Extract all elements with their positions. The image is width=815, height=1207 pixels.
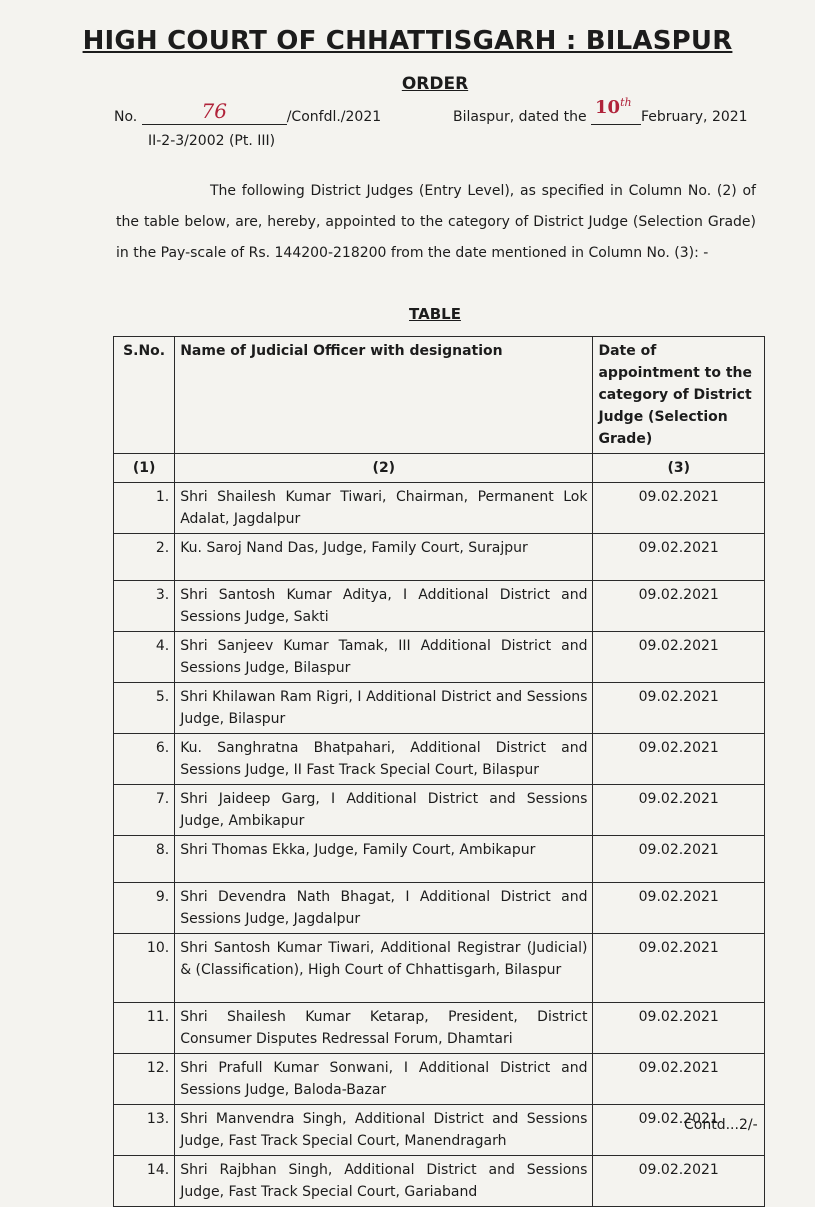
table-row xyxy=(114,632,765,683)
order-ref-suffix: /Confdl./2021 xyxy=(286,109,382,125)
row-sno: 7. xyxy=(114,785,175,836)
file-number: II-2-3/2002 (Pt. III) xyxy=(148,133,276,149)
row-sno: 6. xyxy=(114,734,175,785)
row-officer-name: Shri Devendra Nath Bhagat, I Additional District and Sessions Judge, Jagdalpur xyxy=(175,883,593,934)
table-row xyxy=(114,836,765,883)
row-officer-name: Shri Santosh Kumar Aditya, I Additional District and Sessions Judge, Sakti xyxy=(175,581,593,632)
row-appointment-date: 09.02.2021 xyxy=(593,734,765,785)
handwritten-order-number: 76 xyxy=(201,99,227,123)
dated-prefix: Bilaspur, dated the xyxy=(453,109,587,125)
row-appointment-date: 09.02.2021 xyxy=(593,534,765,581)
table-row xyxy=(114,734,765,785)
dated-suffix: February, 2021 xyxy=(641,109,748,125)
row-appointment-date: 09.02.2021 xyxy=(593,483,765,534)
row-appointment-date: 09.02.2021 xyxy=(593,785,765,836)
row-officer-name: Shri Rajbhan Singh, Additional District and Sessions Judge, Fast Track Special Court, Gariaband xyxy=(175,1156,593,1207)
order-reference xyxy=(114,99,382,125)
row-appointment-date: 09.02.2021 xyxy=(593,836,765,883)
row-officer-name: Shri Prafull Kumar Sonwani, I Additional District and Sessions Judge, Baloda-Bazar xyxy=(175,1054,593,1105)
table-row xyxy=(114,581,765,632)
table-row xyxy=(114,1003,765,1054)
row-officer-name: Shri Khilawan Ram Rigri, I Additional District and Sessions Judge, Bilaspur xyxy=(175,683,593,734)
row-appointment-date: 09.02.2021 xyxy=(593,581,765,632)
row-sno: 13. xyxy=(114,1105,175,1156)
row-sno: 8. xyxy=(114,836,175,883)
row-officer-name: Shri Shailesh Kumar Tiwari, Chairman, Permanent Lok Adalat, Jagdalpur xyxy=(175,483,593,534)
handwritten-day-suffix: th xyxy=(620,96,632,109)
row-officer-name: Shri Manvendra Singh, Additional District and Sessions Judge, Fast Track Special Court, Manendragarh xyxy=(175,1105,593,1156)
appointments-table xyxy=(113,336,765,1207)
row-officer-name: Shri Thomas Ekka, Judge, Family Court, Ambikapur xyxy=(175,836,593,883)
row-appointment-date: 09.02.2021 xyxy=(593,1105,765,1156)
table-row xyxy=(114,1105,765,1156)
row-appointment-date: 09.02.2021 xyxy=(593,632,765,683)
row-sno: 5. xyxy=(114,683,175,734)
handwritten-day-number: 10 xyxy=(595,97,621,118)
row-appointment-date: 09.02.2021 xyxy=(593,1003,765,1054)
column-number-3: (3) xyxy=(593,454,765,483)
row-appointment-date: 09.02.2021 xyxy=(593,1054,765,1105)
handwritten-day xyxy=(595,96,632,118)
no-prefix: No. xyxy=(114,109,138,125)
row-sno: 3. xyxy=(114,581,175,632)
continued-note: Contd...2/- xyxy=(684,1117,758,1133)
row-sno: 11. xyxy=(114,1003,175,1054)
row-sno: 14. xyxy=(114,1156,175,1207)
row-officer-name: Ku. Sanghratna Bhatpahari, Additional District and Sessions Judge, II Fast Track Special Court, Bilaspur xyxy=(175,734,593,785)
table-row xyxy=(114,934,765,1003)
row-officer-name: Shri Shailesh Kumar Ketarap, President, District Consumer Disputes Redressal Forum, Dhamtari xyxy=(175,1003,593,1054)
table-heading: TABLE xyxy=(409,305,461,323)
header-date: Date of appointment to the category of District Judge (Selection Grade) xyxy=(593,337,765,454)
table-row xyxy=(114,883,765,934)
day-blank xyxy=(591,96,641,125)
order-title: ORDER xyxy=(401,74,469,94)
row-sno: 9. xyxy=(114,883,175,934)
table-row xyxy=(114,483,765,534)
table-row xyxy=(114,1156,765,1207)
table-row xyxy=(114,1054,765,1105)
row-sno: 1. xyxy=(114,483,175,534)
header-name: Name of Judicial Officer with designation xyxy=(175,337,593,454)
row-sno: 12. xyxy=(114,1054,175,1105)
order-date xyxy=(453,96,748,125)
column-number-2: (2) xyxy=(175,454,593,483)
row-officer-name: Shri Santosh Kumar Tiwari, Additional Registrar (Judicial) & (Classification), High Court of Chhattisgarh, Bilaspur xyxy=(175,934,593,1003)
row-appointment-date: 09.02.2021 xyxy=(593,683,765,734)
table-row xyxy=(114,683,765,734)
row-officer-name: Shri Sanjeev Kumar Tamak, III Additional District and Sessions Judge, Bilaspur xyxy=(175,632,593,683)
row-officer-name: Shri Jaideep Garg, I Additional District and Sessions Judge, Ambikapur xyxy=(175,785,593,836)
row-appointment-date: 09.02.2021 xyxy=(593,934,765,1003)
order-number-blank xyxy=(142,99,287,125)
table-header-row xyxy=(114,337,765,454)
row-sno: 4. xyxy=(114,632,175,683)
column-number-row xyxy=(114,454,765,483)
row-appointment-date: 09.02.2021 xyxy=(593,1156,765,1207)
row-sno: 2. xyxy=(114,534,175,581)
row-appointment-date: 09.02.2021 xyxy=(593,883,765,934)
court-title: HIGH COURT OF CHHATTISGARH : BILASPUR xyxy=(82,26,733,56)
table-row xyxy=(114,785,765,836)
table-row xyxy=(114,534,765,581)
column-number-1: (1) xyxy=(114,454,175,483)
header-sno: S.No. xyxy=(114,337,175,454)
order-paragraph: The following District Judges (Entry Level), as specified in Column No. (2) of the table below, are, hereby, appointed to the category of District Judge (Selection Grade) in the Pay-scale of Rs. 144200-218200 from the date mentioned in Column No. (3): - xyxy=(116,183,756,261)
row-officer-name: Ku. Saroj Nand Das, Judge, Family Court, Surajpur xyxy=(175,534,593,581)
row-sno: 10. xyxy=(114,934,175,1003)
